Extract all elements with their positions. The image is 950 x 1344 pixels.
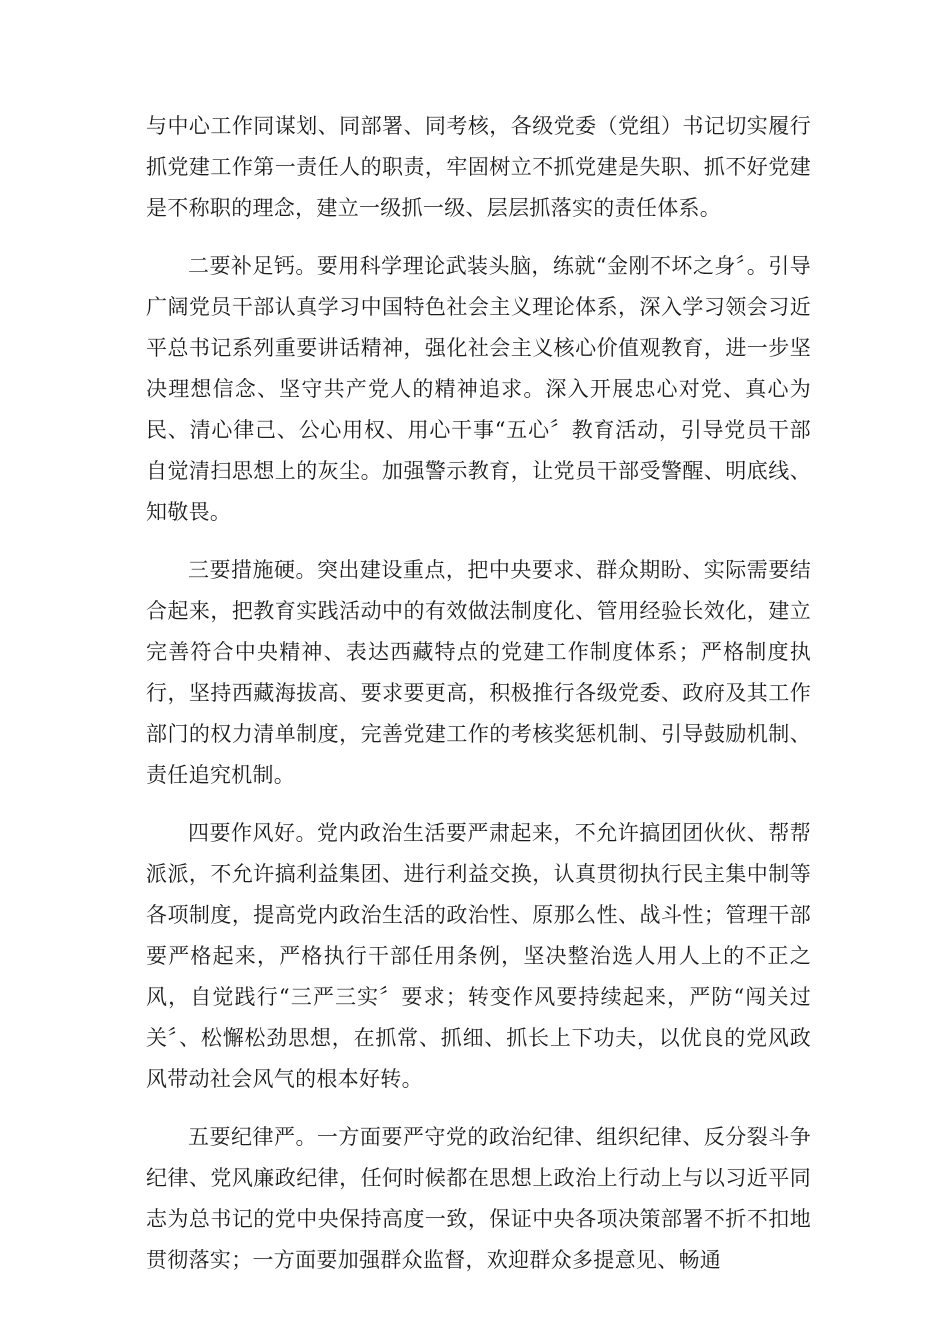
paragraph-continuation: 与中心工作同谋划、同部署、同考核，各级党委（党组）书记切实履行抓党建工作第一责任人的职责，牢固树立不抓党建是失职、抓不好党建是不称职的理念，建立一级抓一级、层层抓落实的责任体系。 (146, 114, 811, 220)
document-body (146, 106, 811, 1298)
paragraph-point-three: 三要措施硬。突出建设重点，把中央要求、群众期盼、实际需要结合起来，把教育实践活动中的有效做法制度化、管用经验长效化，建立完善符合中央精神、表达西藏特点的党建工作制度体系；严格制度执行，坚持西藏海拔高、要求要更高，积极推行各级党委、政府及其工作部门的权力清单制度，完善党建工作的考核奖惩机制、引导鼓励机制、责任追究机制。 (146, 558, 811, 787)
paragraph-point-two: 二要补足钙。要用科学理论武装头脑，练就“金刚不坏之身〞。引导广阔党员干部认真学习中国特色社会主义理论体系，深入学习领会习近平总书记系列重要讲话精神，强化社会主义核心价值观教育，进一步坚决理想信念、坚守共产党人的精神追求。深入开展忠心对党、真心为民、清心律己、公心用权、用心干事“五心〞教育活动，引导党员干部自觉清扫思想上的灰尘。加强警示教育，让党员干部受警醒、明底线、知敬畏。 (146, 254, 811, 524)
paragraph-point-four: 四要作风好。党内政治生活要严肃起来，不允许搞团团伙伙、帮帮派派，不允许搞利益集团、进行利益交换，认真贯彻执行民主集中制等各项制度，提高党内政治生活的政治性、原那么性、战斗性；管理干部要严格起来，严格执行干部任用条例，坚决整治选人用人上的不正之风，自觉践行“三严三实〞要求；转变作风要持续起来，严防“闯关过关〞、松懈松劲思想，在抓常、抓细、抓长上下功夫，以优良的党风政风带动社会风气的根本好转。 (146, 821, 811, 1091)
paragraph-point-five: 五要纪律严。一方面要严守党的政治纪律、组织纪律、反分裂斗争纪律、党风廉政纪律，任何时候都在思想上政治上行动上与以习近平同志为总书记的党中央保持高度一致，保证中央各项决策部署不折不扣地贯彻落实；一方面要加强群众监督，欢迎群众多提意见、畅通 (146, 1125, 811, 1272)
